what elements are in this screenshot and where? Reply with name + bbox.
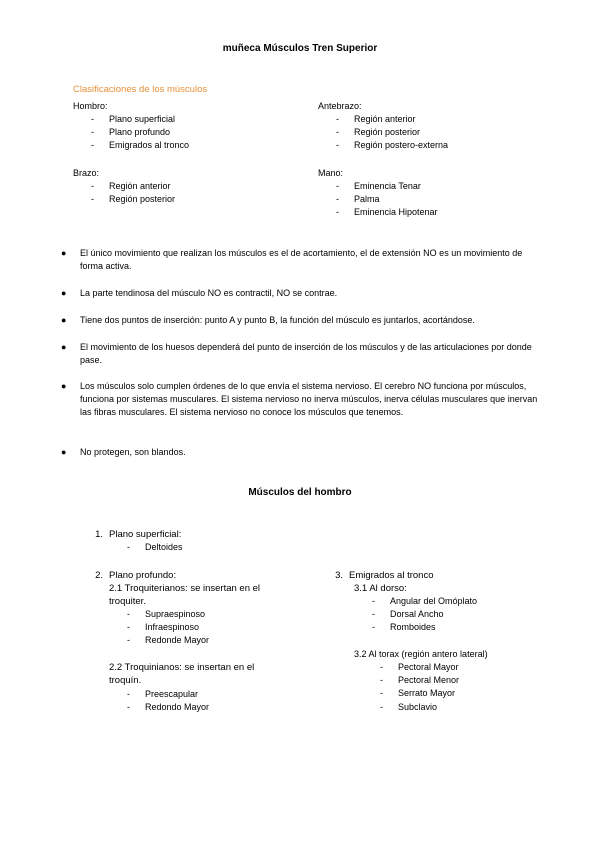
classification-heading: Clasificaciones de los músculos (73, 84, 208, 95)
list-item: - Pectoral Mayor (380, 662, 459, 672)
list-item: - Palma (336, 194, 380, 204)
list-item: - Emigrados al tronco (91, 140, 190, 150)
group-label: Hombro: (73, 101, 108, 111)
list-item: - Pectoral Menor (380, 675, 460, 686)
list-item: - Subclavio (380, 701, 438, 712)
subheading-2-2: 2.2 Troquinianos: se insertan en el troquín. (109, 662, 255, 686)
list-item: - Dorsal Ancho (372, 609, 444, 620)
torax-list (380, 661, 459, 714)
bullet-icon: ● (61, 248, 67, 258)
bullet-icon: ● (61, 342, 67, 352)
list-item: - Infraespinoso (127, 622, 200, 633)
subheading-3-2: 3.2 Al torax (región antero lateral) (354, 649, 488, 659)
bullet-paragraph: ● Los músculos solo cumplen órdenes de lo que envía el sistema nervioso. El cerebro NO funciona por músculos, funciona por sistemas musculares. El sistema nervioso no inerva músculos, inerva células musculares que inervan las fibras musculares. El sistema nervioso no conoce los músculos que tenemos. (61, 381, 538, 417)
list-item: - Redonde Mayor (127, 635, 210, 646)
bullet-paragraph: ● No protegen, son blandos. (61, 447, 186, 457)
bullet-paragraph: ● El único movimiento que realizan los músculos es el de acortamiento, el de extensión NO es un movimiento de forma activa. (61, 248, 523, 271)
group-mano (318, 167, 438, 219)
bullet-paragraph: ● La parte tendinosa del músculo NO es contractil, NO se contrae. (61, 288, 338, 298)
list-item: - Región posterior (336, 127, 421, 137)
bullet-paragraph: ● El movimiento de los huesos dependerá del punto de inserción de los músculos y de las articulaciones por donde pase. (61, 342, 532, 365)
numbered-item-1: 1. Plano superficial: (95, 529, 182, 540)
list-item: - Angular del Omóplato (372, 596, 478, 606)
bullet-paragraph: ● Tiene dos puntos de inserción: punto A y punto B, la función del músculo es juntarlos, acortándose. (61, 315, 475, 325)
list-item: - Región anterior (91, 181, 171, 191)
group-hombro (73, 100, 189, 152)
group-label: Mano: (318, 168, 344, 178)
list-item: - Eminencia Tenar (336, 181, 421, 191)
list-item: - Plano profundo (91, 127, 171, 137)
group-brazo (73, 167, 175, 206)
subheading-3-1: 3.1 Al dorso: (354, 583, 407, 594)
bullet-icon: ● (61, 315, 67, 325)
list-item: - Preescapular (127, 689, 199, 699)
list-item: - Región anterior (336, 114, 416, 124)
dorso-list (372, 595, 477, 635)
list-item: - Romboides (372, 622, 436, 633)
deltoides-list (127, 541, 183, 554)
troquinianos-list (127, 688, 209, 714)
list-item: - Región postero-externa (336, 140, 449, 150)
group-antebrazo (318, 100, 448, 152)
list-item: - Supraespinoso (127, 609, 206, 619)
bullet-icon: ● (61, 288, 67, 298)
numbered-item-3: 3. Emigrados al tronco (335, 570, 434, 581)
troquiterianos-list (127, 608, 209, 648)
list-item: - Eminencia Hipotenar (336, 207, 438, 217)
group-label: Antebrazo: (318, 101, 362, 111)
group-label: Brazo: (73, 168, 100, 178)
list-item: - Redondo Mayor (127, 702, 210, 713)
numbered-item-2: 2. Plano profundo: (95, 570, 177, 581)
list-item: - Serrato Mayor (380, 688, 456, 699)
list-item: - Deltoides (127, 542, 183, 552)
bullet-icon: ● (61, 447, 67, 457)
shoulder-heading: Músculos del hombro (248, 487, 352, 498)
document-title: muñeca Músculos Tren Superior (222, 43, 378, 54)
list-item: - Plano superficial (91, 114, 176, 124)
subheading-2-1: 2.1 Troquiterianos: se insertan en el troquiter. (109, 583, 261, 607)
bullet-icon: ● (61, 381, 67, 391)
list-item: - Región posterior (91, 194, 176, 204)
